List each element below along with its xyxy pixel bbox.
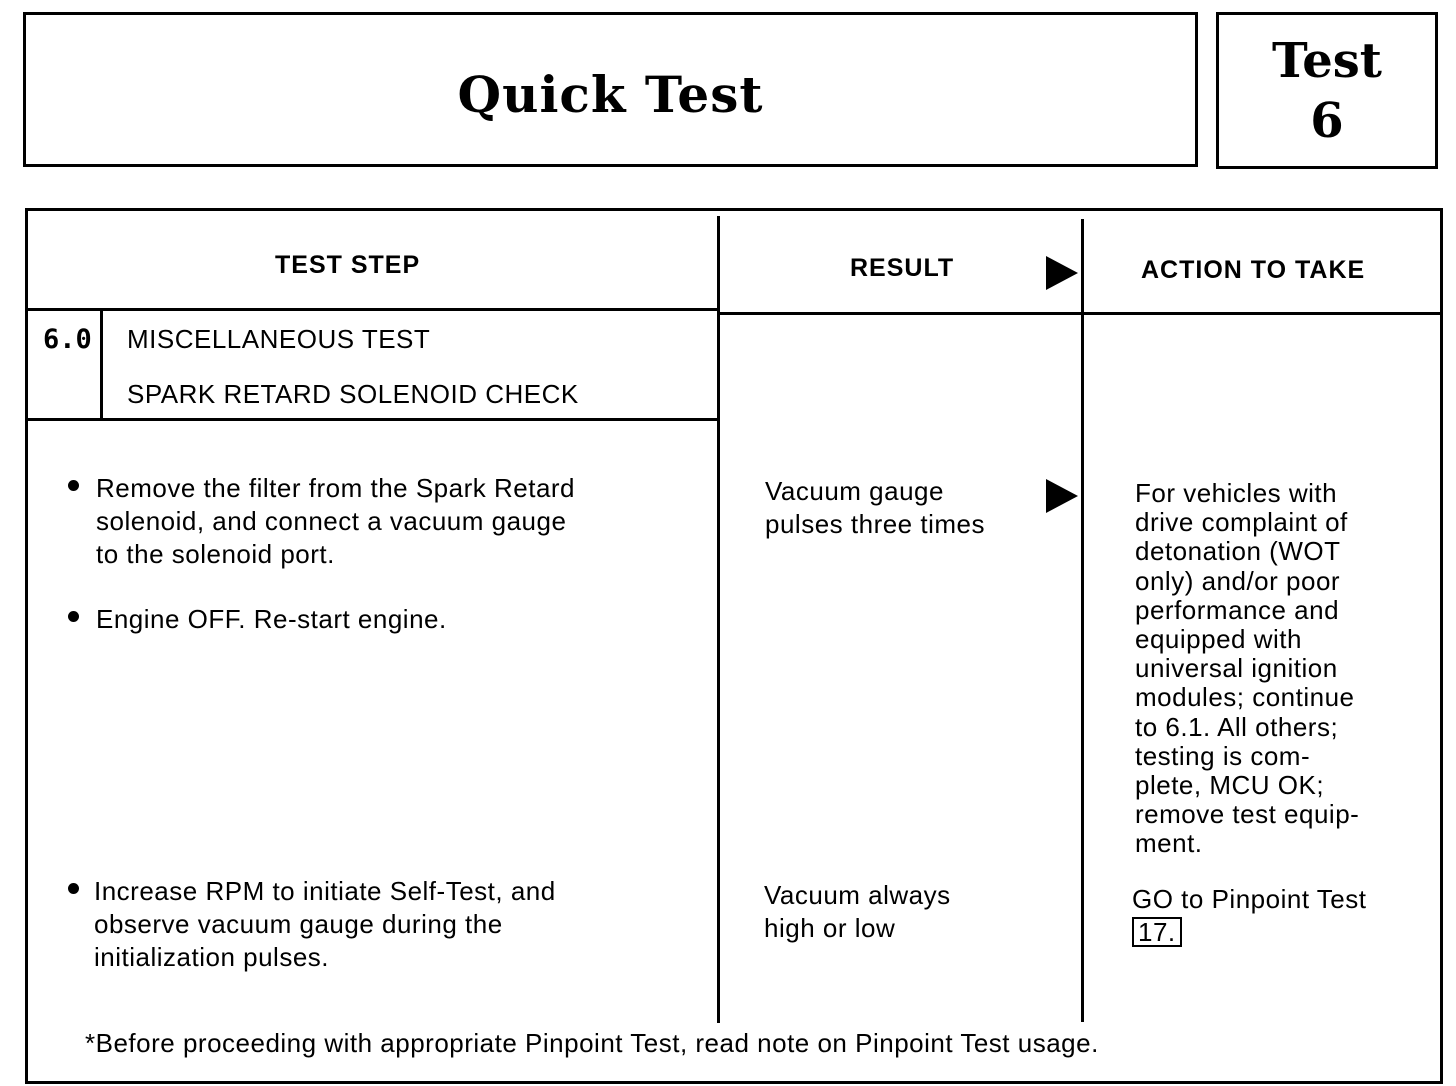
step-title: MISCELLANEOUS TEST <box>127 324 431 354</box>
result-1 <box>765 475 985 541</box>
instruction-3-line-3: initialization pulses. <box>94 942 330 972</box>
result-2 <box>764 879 951 945</box>
instruction-2 <box>96 603 447 636</box>
action-2-text: GO to Pinpoint Test <box>1132 884 1367 914</box>
action-1-line: drive complaint of <box>1135 507 1348 538</box>
step-subtitle: SPARK RETARD SOLENOID CHECK <box>127 379 579 409</box>
instruction-3-line-1: Increase RPM to initiate Self-Test, and <box>94 876 556 906</box>
test-number: 6 <box>1310 93 1344 149</box>
action-1-line: universal ignition <box>1135 653 1338 684</box>
step-number-divider <box>100 311 103 418</box>
footnote: *Before proceeding with appropriate Pinpoint Test, read note on Pinpoint Test usage. <box>85 1028 1099 1058</box>
action-1 <box>1135 479 1425 859</box>
action-1-line: performance and <box>1135 594 1340 625</box>
result-1-line-1: Vacuum gauge <box>765 476 944 506</box>
action-1-line: only) and/or poor <box>1135 565 1341 596</box>
header-action: ACTION TO TAKE <box>1141 256 1366 284</box>
action-1-line: equipped with <box>1135 624 1302 655</box>
action-1-line: For vehicles with <box>1135 478 1338 508</box>
instruction-1 <box>96 472 575 571</box>
result-arrow-icon <box>1046 479 1078 513</box>
column-divider-1 <box>717 216 720 1023</box>
page-title: Quick Test <box>457 65 764 124</box>
result-arrow-icon <box>1046 256 1078 290</box>
action-1-line: detonation (WOT <box>1135 536 1341 567</box>
title-box <box>23 12 1198 167</box>
action-1-line: ment. <box>1135 828 1203 859</box>
instruction-1-line-1: Remove the filter from the Spark Retard <box>96 473 576 503</box>
instruction-3-line-2: observe vacuum gauge during the <box>94 909 503 939</box>
action-1-line: to 6.1. All others; <box>1135 711 1339 742</box>
header-test-step: TEST STEP <box>275 251 421 279</box>
action-2 <box>1132 883 1432 949</box>
action-1-line: modules; continue <box>1135 682 1355 713</box>
test-number-box <box>1216 12 1438 169</box>
result-1-line-2: pulses three times <box>765 509 985 539</box>
bullet-icon <box>68 611 79 622</box>
instruction-3 <box>94 875 556 974</box>
header-divider-right <box>720 312 1440 315</box>
header-result: RESULT <box>850 254 955 282</box>
action-1-line: plete, MCU OK; <box>1135 770 1325 801</box>
instruction-1-line-3: to the solenoid port. <box>96 539 335 569</box>
instruction-1-line-2: solenoid, and connect a vacuum gauge <box>96 506 567 536</box>
pinpoint-test-ref[interactable]: 17. <box>1132 917 1182 947</box>
test-label: Test <box>1272 33 1382 89</box>
step-number: 6.0 <box>43 324 92 355</box>
header-divider-left <box>28 308 720 311</box>
instruction-2-line-1: Engine OFF. Re-start engine. <box>96 604 447 634</box>
step-title-divider <box>28 418 720 421</box>
result-2-line-2: high or low <box>764 913 896 943</box>
action-1-line: testing is com- <box>1135 740 1311 771</box>
test-table <box>25 208 1443 1084</box>
column-divider-2 <box>1081 219 1084 1022</box>
action-1-line: remove test equip- <box>1135 799 1360 830</box>
bullet-icon <box>68 480 79 491</box>
result-2-line-1: Vacuum always <box>764 880 951 910</box>
bullet-icon <box>68 883 79 894</box>
